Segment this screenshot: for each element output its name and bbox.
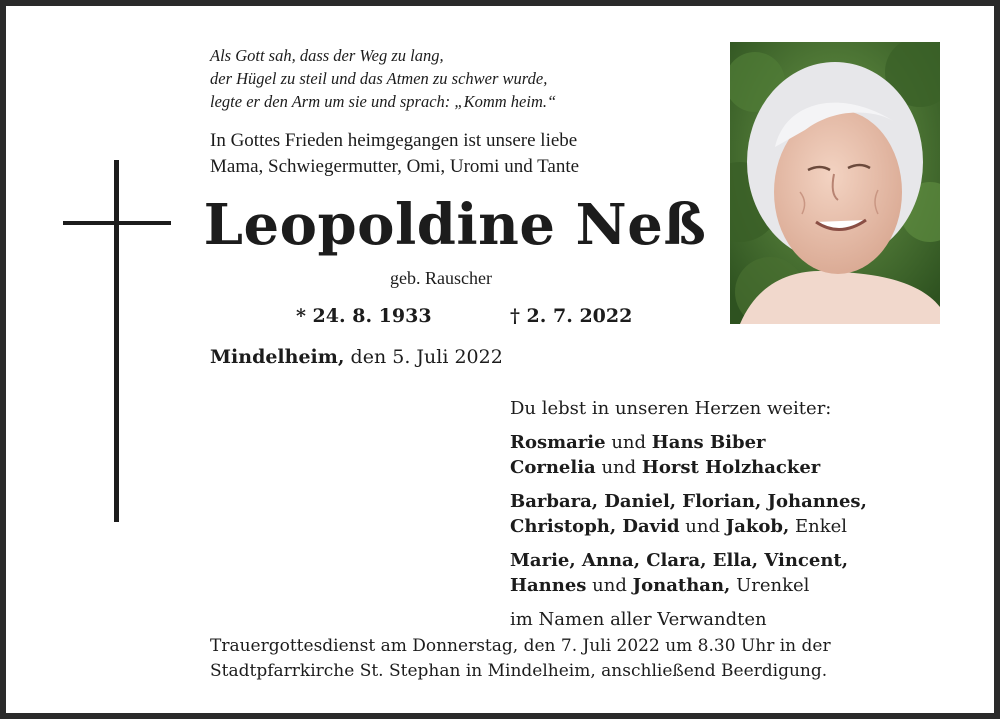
place: Mindelheim, bbox=[210, 346, 345, 368]
birth-date: * 24. 8. 1933 bbox=[296, 305, 432, 327]
survivor-name: Horst Holzhacker bbox=[641, 457, 821, 478]
relation-label: Urenkel bbox=[736, 575, 810, 596]
survivor-line bbox=[510, 489, 867, 514]
survivor-name: Christoph, David bbox=[510, 516, 680, 537]
survivor-line bbox=[510, 548, 867, 573]
survivor-line bbox=[510, 573, 867, 598]
intro-line: Mama, Schwiegermutter, Omi, Uromi und Tante bbox=[210, 156, 580, 177]
survivor-name: Rosmarie bbox=[510, 432, 606, 453]
relation-label: Enkel bbox=[795, 516, 848, 537]
survivor-name: Cornelia bbox=[510, 457, 596, 478]
conjunction: und bbox=[592, 575, 627, 596]
survivor-name: Jonathan, bbox=[632, 575, 731, 596]
survivor-name: Hans Biber bbox=[651, 432, 766, 453]
service-info bbox=[210, 634, 831, 684]
poem-line: der Hügel zu steil und das Atmen zu schwer wurde, bbox=[210, 69, 548, 88]
intro-text bbox=[210, 128, 579, 180]
conjunction: und bbox=[685, 516, 721, 537]
death-date: † 2. 7. 2022 bbox=[510, 305, 633, 327]
survivor-name: Hannes bbox=[510, 575, 587, 596]
survivor-line bbox=[510, 514, 867, 539]
place-date bbox=[210, 346, 503, 368]
poem-line: legte er den Arm um sie und sprach: „Komm heim.“ bbox=[210, 92, 557, 111]
deceased-name: Leopoldine Neß bbox=[203, 192, 707, 258]
conjunction: und bbox=[601, 457, 637, 478]
service-line: Stadtpfarrkirche St. Stephan in Mindelheim, anschließend Beerdigung. bbox=[210, 661, 828, 681]
conjunction: und bbox=[611, 432, 647, 453]
poem bbox=[210, 44, 556, 113]
survivors-heading: Du lebst in unseren Herzen weiter: bbox=[510, 398, 832, 419]
survivor-name: Marie, Anna, Clara, Ella, Vincent, bbox=[510, 550, 848, 571]
cross-icon bbox=[114, 160, 119, 522]
survivor-name: Barbara, Daniel, Florian, Johannes, bbox=[510, 491, 867, 512]
survivors-closing: im Namen aller Verwandten bbox=[510, 609, 767, 630]
poem-line: Als Gott sah, dass der Weg zu lang, bbox=[210, 46, 444, 65]
date: den 5. Juli 2022 bbox=[350, 346, 503, 368]
survivors-block bbox=[510, 396, 867, 632]
portrait-photo bbox=[730, 42, 940, 324]
survivor-line bbox=[510, 455, 867, 480]
service-line: Trauergottesdienst am Donnerstag, den 7. Juli 2022 um 8.30 Uhr in der bbox=[210, 636, 831, 656]
maiden-name: geb. Rauscher bbox=[390, 268, 492, 288]
cross-icon-bar bbox=[63, 221, 171, 225]
survivor-line bbox=[510, 430, 867, 455]
survivor-name: Jakob, bbox=[725, 516, 790, 537]
intro-line: In Gottes Frieden heimgegangen ist unsere liebe bbox=[210, 130, 578, 151]
